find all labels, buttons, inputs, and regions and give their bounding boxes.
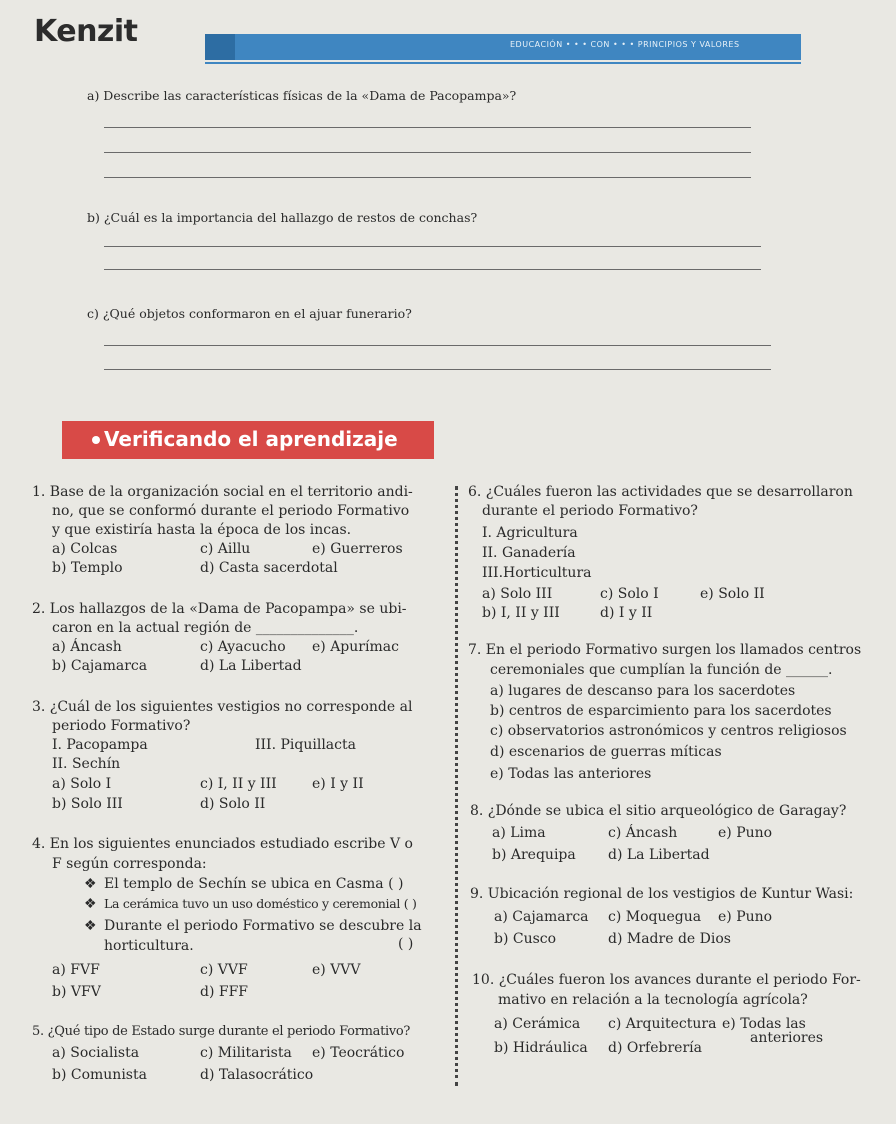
option-c[interactable]: c) Moquegua <box>608 909 702 925</box>
option-a[interactable]: a) lugares de descanso para los sacerdotes <box>490 683 796 699</box>
statement-2: La cerámica tuvo un uso doméstico y ceremonial ( ) <box>104 896 417 911</box>
option-a[interactable]: a) Áncash <box>52 639 122 655</box>
option-d[interactable]: d) Casta sacerdotal <box>200 560 338 576</box>
option-e[interactable]: e) Apurímac <box>312 639 399 655</box>
option-e[interactable]: e) Teocrático <box>312 1045 405 1061</box>
question-7: 7. En el periodo Formativo surgen los llamados centros <box>468 642 862 658</box>
option-d[interactable]: d) Talasocrático <box>200 1067 314 1083</box>
question-4-line: F según corresponda: <box>52 856 207 872</box>
question-2: 2. Los hallazgos de la «Dama de Pacopampa» se ubi- <box>32 601 407 617</box>
answer-line[interactable] <box>104 246 761 247</box>
option-b[interactable]: b) Cajamarca <box>52 658 148 674</box>
question-3-line: periodo Formativo? <box>52 718 191 734</box>
option-a[interactable]: a) Solo III <box>482 586 553 602</box>
question-9: 9. Ubicación regional de los vestigios de Kuntur Wasi: <box>470 886 854 902</box>
item-iii: III. Piquillacta <box>255 737 356 753</box>
option-e[interactable]: e) Puno <box>718 909 773 925</box>
option-c[interactable]: c) Ayacucho <box>200 639 286 655</box>
item-iii: III.Horticultura <box>482 565 592 581</box>
question-8: 8. ¿Dónde se ubica el sitio arqueológico de Garagay? <box>470 803 847 819</box>
option-c[interactable]: c) Aillu <box>200 541 251 557</box>
column-divider <box>455 486 458 1086</box>
item-ii: II. Sechín <box>52 756 121 772</box>
option-e-line: anteriores <box>750 1030 824 1046</box>
publisher-logo: Kenzit <box>34 14 138 49</box>
option-d[interactable]: d) La Libertad <box>200 658 302 674</box>
item-ii: II. Ganadería <box>482 545 576 561</box>
option-a[interactable]: a) Lima <box>492 825 546 841</box>
answer-line[interactable] <box>104 269 761 270</box>
bullet-icon: ❖ <box>84 896 97 912</box>
option-e[interactable]: e) VVV <box>312 962 361 978</box>
question-1-line: y que existiría hasta la época de los incas. <box>52 522 352 538</box>
statement-1: El templo de Sechín se ubica en Casma ( ) <box>104 876 404 892</box>
option-b[interactable]: b) Hidráulica <box>494 1040 588 1056</box>
option-d[interactable]: d) FFF <box>200 984 249 1000</box>
option-a[interactable]: a) Cerámica <box>494 1016 581 1032</box>
section-title: Verificando el aprendizaje <box>104 427 398 451</box>
option-b[interactable]: b) VFV <box>52 984 101 1000</box>
option-a[interactable]: a) Socialista <box>52 1045 140 1061</box>
answer-line[interactable] <box>104 369 771 370</box>
header-banner-accent <box>205 34 235 60</box>
option-b[interactable]: b) Templo <box>52 560 123 576</box>
statement-3-line: horticultura. <box>104 938 194 954</box>
item-i: I. Agricultura <box>482 525 578 541</box>
option-b[interactable]: b) centros de esparcimiento para los sacerdotes <box>490 703 832 719</box>
option-d[interactable]: d) La Libertad <box>608 847 710 863</box>
option-b[interactable]: b) I, II y III <box>482 605 560 621</box>
question-1: 1. Base de la organización social en el territorio andi- <box>32 484 413 500</box>
option-b[interactable]: b) Cusco <box>494 931 557 947</box>
question-a: a) Describe las características físicas de la «Dama de Pacopampa»? <box>87 88 517 103</box>
question-3: 3. ¿Cuál de los siguientes vestigios no corresponde al <box>32 699 413 715</box>
answer-line[interactable] <box>104 345 771 346</box>
question-7-line: ceremoniales que cumplían la función de ______. <box>490 662 833 678</box>
question-5: 5. ¿Qué tipo de Estado surge durante el periodo Formativo? <box>32 1024 411 1039</box>
option-d[interactable]: d) escenarios de guerras míticas <box>490 744 722 760</box>
question-10-line: mativo en relación a la tecnología agrícola? <box>498 992 808 1008</box>
question-6-line: durante el periodo Formativo? <box>482 503 698 519</box>
option-a[interactable]: a) Solo I <box>52 776 112 792</box>
option-c[interactable]: c) Arquitectura <box>608 1016 717 1032</box>
item-i: I. Pacopampa <box>52 737 148 753</box>
option-e[interactable]: e) Todas las anteriores <box>490 766 652 782</box>
option-c[interactable]: c) Áncash <box>608 825 678 841</box>
question-1-line: no, que se conformó durante el periodo Formativo <box>52 503 410 519</box>
option-e[interactable]: e) Guerreros <box>312 541 403 557</box>
option-d[interactable]: d) Solo II <box>200 796 266 812</box>
option-e[interactable]: e) I y II <box>312 776 364 792</box>
option-b[interactable]: b) Arequipa <box>492 847 576 863</box>
option-c[interactable]: c) I, II y III <box>200 776 277 792</box>
statement-3: Durante el periodo Formativo se descubre la <box>104 918 422 934</box>
option-a[interactable]: a) Colcas <box>52 541 118 557</box>
option-e[interactable]: e) Puno <box>718 825 773 841</box>
answer-line[interactable] <box>104 127 751 128</box>
bullet-icon: ❖ <box>84 876 97 892</box>
option-b[interactable]: b) Comunista <box>52 1067 147 1083</box>
answer-line[interactable] <box>104 152 751 153</box>
option-c[interactable]: c) VVF <box>200 962 248 978</box>
question-2-line: caron en la actual región de ______________. <box>52 620 359 636</box>
option-d[interactable]: d) Orfebrería <box>608 1040 702 1056</box>
option-a[interactable]: a) FVF <box>52 962 100 978</box>
option-d[interactable]: d) I y II <box>600 605 653 621</box>
answer-blank[interactable]: ( ) <box>398 936 414 952</box>
header-banner-text: EDUCACIÓN • • • CON • • • PRINCIPIOS Y VALORES <box>510 40 740 49</box>
question-c: c) ¿Qué objetos conformaron en el ajuar funerario? <box>87 306 412 321</box>
option-c[interactable]: c) Solo I <box>600 586 659 602</box>
option-c[interactable]: c) observatorios astronómicos y centros religiosos <box>490 723 847 739</box>
option-a[interactable]: a) Cajamarca <box>494 909 589 925</box>
header-underline <box>205 62 801 64</box>
question-6: 6. ¿Cuáles fueron las actividades que se desarrollaron <box>468 484 853 500</box>
option-e[interactable]: e) Solo II <box>700 586 765 602</box>
bullet-icon: ❖ <box>84 918 97 934</box>
option-c[interactable]: c) Militarista <box>200 1045 292 1061</box>
answer-line[interactable] <box>104 177 751 178</box>
question-10: 10. ¿Cuáles fueron los avances durante el periodo For- <box>472 972 861 988</box>
option-b[interactable]: b) Solo III <box>52 796 123 812</box>
question-4: 4. En los siguientes enunciados estudiado escribe V o <box>32 836 413 852</box>
option-d[interactable]: d) Madre de Dios <box>608 931 731 947</box>
option-e[interactable]: e) Todas las <box>722 1016 806 1032</box>
bullet-icon <box>92 436 100 444</box>
question-b: b) ¿Cuál es la importancia del hallazgo de restos de conchas? <box>87 210 478 225</box>
